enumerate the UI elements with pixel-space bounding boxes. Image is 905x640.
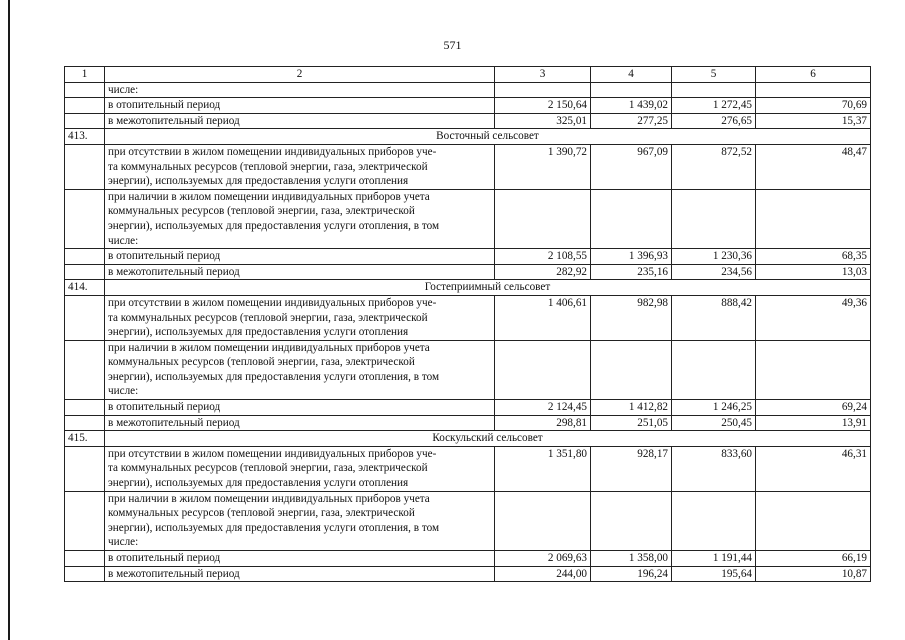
- description-cell: в отопительный период: [105, 98, 495, 114]
- description-line: энергии), используемых для предоставления услуги отопления, в том: [108, 521, 440, 534]
- value-cell: 1 439,02: [591, 98, 672, 114]
- value-cell: [672, 340, 756, 399]
- tariff-table: [64, 66, 871, 582]
- description-line: при отсутствии в жилом помещении индивидуальных приборов уче-: [108, 447, 437, 460]
- value-cell: 66,19: [756, 551, 871, 567]
- header-cell: 1: [65, 67, 105, 83]
- value-cell: [591, 340, 672, 399]
- header-cell: 2: [105, 67, 495, 83]
- description-line: при наличии в жилом помещении индивидуальных приборов учета: [108, 492, 430, 505]
- value-cell: 928,17: [591, 446, 672, 491]
- value-cell: 1 351,80: [495, 446, 591, 491]
- section-header-row: [65, 431, 871, 447]
- description-cell: [105, 446, 495, 491]
- value-cell: 10,87: [756, 566, 871, 582]
- section-header-row: [65, 129, 871, 145]
- value-cell: 1 358,00: [591, 551, 672, 567]
- description-line: энергии), используемых для предоставления услуги отопления: [108, 477, 409, 490]
- description-line: энергии), используемых для предоставления услуги отопления, в том: [108, 370, 440, 383]
- value-cell: [495, 491, 591, 550]
- table-row: [65, 113, 871, 129]
- description-line: та коммунальных ресурсов (тепловой энергии, газа, электрической: [108, 311, 428, 324]
- value-cell: 2 124,45: [495, 400, 591, 416]
- value-cell: 2 108,55: [495, 249, 591, 265]
- description-line: коммунальных ресурсов (тепловой энергии, газа, электрической: [108, 507, 415, 520]
- index-cell: [65, 113, 105, 129]
- index-cell: [65, 98, 105, 114]
- table-row: [65, 415, 871, 431]
- header-cell: 5: [672, 67, 756, 83]
- value-cell: 68,35: [756, 249, 871, 265]
- index-cell: [65, 340, 105, 399]
- section-index: 415.: [65, 431, 105, 447]
- index-cell: [65, 400, 105, 416]
- value-cell: 251,05: [591, 415, 672, 431]
- description-line: числе:: [108, 234, 139, 247]
- value-cell: 196,24: [591, 566, 672, 582]
- description-cell: в отопительный период: [105, 400, 495, 416]
- table-row: [65, 189, 871, 248]
- value-cell: 1 406,61: [495, 295, 591, 340]
- value-cell: [591, 491, 672, 550]
- description-cell: [105, 491, 495, 550]
- value-cell: 325,01: [495, 113, 591, 129]
- table-row: [65, 295, 871, 340]
- table-row: [65, 446, 871, 491]
- page-number: 571: [443, 38, 462, 52]
- description-line: та коммунальных ресурсов (тепловой энергии, газа, электрической: [108, 462, 428, 475]
- index-cell: [65, 415, 105, 431]
- value-cell: 1 246,25: [672, 400, 756, 416]
- value-cell: 49,36: [756, 295, 871, 340]
- table-row: [65, 491, 871, 550]
- description-line: коммунальных ресурсов (тепловой энергии, газа, электрической: [108, 205, 415, 218]
- value-cell: [591, 189, 672, 248]
- description-line: при отсутствии в жилом помещении индивидуальных приборов уче-: [108, 145, 437, 158]
- section-name: Восточный сельсовет: [105, 129, 871, 145]
- description-cell: в отопительный период: [105, 551, 495, 567]
- value-cell: [495, 189, 591, 248]
- description-line: энергии), используемых для предоставления услуги отопления: [108, 326, 409, 339]
- value-cell: 1 191,44: [672, 551, 756, 567]
- value-cell: 244,00: [495, 566, 591, 582]
- section-index: 413.: [65, 129, 105, 145]
- value-cell: 1 412,82: [591, 400, 672, 416]
- value-cell: 872,52: [672, 144, 756, 189]
- value-cell: 2 069,63: [495, 551, 591, 567]
- section-header-row: [65, 280, 871, 296]
- value-cell: [756, 340, 871, 399]
- table-row: [65, 144, 871, 189]
- value-cell: [756, 491, 871, 550]
- value-cell: 46,31: [756, 446, 871, 491]
- value-cell: 69,24: [756, 400, 871, 416]
- value-cell: 1 272,45: [672, 98, 756, 114]
- table-row: [65, 551, 871, 567]
- value-cell: 13,03: [756, 264, 871, 280]
- header-cell: 6: [756, 67, 871, 83]
- description-cell: [105, 340, 495, 399]
- description-cell: в межотопительный период: [105, 113, 495, 129]
- index-cell: [65, 491, 105, 550]
- value-cell: 298,81: [495, 415, 591, 431]
- description-cell: [105, 189, 495, 248]
- header-cell: 3: [495, 67, 591, 83]
- value-cell: [672, 491, 756, 550]
- description-cell: в межотопительный период: [105, 264, 495, 280]
- value-cell: 1 390,72: [495, 144, 591, 189]
- description-line: коммунальных ресурсов (тепловой энергии, газа, электрической: [108, 356, 415, 369]
- table-row: [65, 400, 871, 416]
- table-row: [65, 566, 871, 582]
- description-cell: в межотопительный период: [105, 566, 495, 582]
- value-cell: 15,37: [756, 113, 871, 129]
- description-cell: в отопительный период: [105, 249, 495, 265]
- value-cell: 234,56: [672, 264, 756, 280]
- value-cell: [672, 189, 756, 248]
- value-cell: 888,42: [672, 295, 756, 340]
- description-line: при отсутствии в жилом помещении индивидуальных приборов уче-: [108, 296, 437, 309]
- value-cell: 1 230,36: [672, 249, 756, 265]
- section-name: Гостеприимный сельсовет: [105, 280, 871, 296]
- header-row: [65, 67, 871, 83]
- value-cell: 1 396,93: [591, 249, 672, 265]
- value-cell: 195,64: [672, 566, 756, 582]
- description-line: при наличии в жилом помещении индивидуальных приборов учета: [108, 341, 430, 354]
- index-cell: [65, 295, 105, 340]
- value-cell: [495, 340, 591, 399]
- value-cell: 276,65: [672, 113, 756, 129]
- value-cell: 833,60: [672, 446, 756, 491]
- scan-edge-line: [8, 0, 10, 640]
- table-row: [65, 249, 871, 265]
- description-cell: числе:: [105, 82, 495, 98]
- description-cell: [105, 144, 495, 189]
- value-cell: 250,45: [672, 415, 756, 431]
- index-cell: [65, 446, 105, 491]
- value-cell: 982,98: [591, 295, 672, 340]
- index-cell: [65, 249, 105, 265]
- value-cell: 70,69: [756, 98, 871, 114]
- index-cell: [65, 566, 105, 582]
- value-cell: 282,92: [495, 264, 591, 280]
- section-name: Коскульский сельсовет: [105, 431, 871, 447]
- description-cell: [105, 295, 495, 340]
- description-line: числе:: [108, 536, 139, 549]
- index-cell: [65, 551, 105, 567]
- description-cell: в межотопительный период: [105, 415, 495, 431]
- header-cell: 4: [591, 67, 672, 83]
- value-cell: 13,91: [756, 415, 871, 431]
- table-row: [65, 98, 871, 114]
- description-line: та коммунальных ресурсов (тепловой энергии, газа, электрической: [108, 160, 428, 173]
- description-line: энергии), используемых для предоставления услуги отопления, в том: [108, 219, 440, 232]
- value-cell: 48,47: [756, 144, 871, 189]
- value-cell: [591, 82, 672, 98]
- index-cell: [65, 189, 105, 248]
- table-row: [65, 340, 871, 399]
- value-cell: 967,09: [591, 144, 672, 189]
- value-cell: [756, 189, 871, 248]
- value-cell: 277,25: [591, 113, 672, 129]
- description-line: числе:: [108, 385, 139, 398]
- value-cell: [672, 82, 756, 98]
- value-cell: [495, 82, 591, 98]
- table-row: [65, 82, 871, 98]
- section-index: 414.: [65, 280, 105, 296]
- table-row: [65, 264, 871, 280]
- value-cell: 235,16: [591, 264, 672, 280]
- index-cell: [65, 82, 105, 98]
- index-cell: [65, 144, 105, 189]
- description-line: энергии), используемых для предоставления услуги отопления: [108, 175, 409, 188]
- index-cell: [65, 264, 105, 280]
- value-cell: [756, 82, 871, 98]
- description-line: при наличии в жилом помещении индивидуальных приборов учета: [108, 190, 430, 203]
- value-cell: 2 150,64: [495, 98, 591, 114]
